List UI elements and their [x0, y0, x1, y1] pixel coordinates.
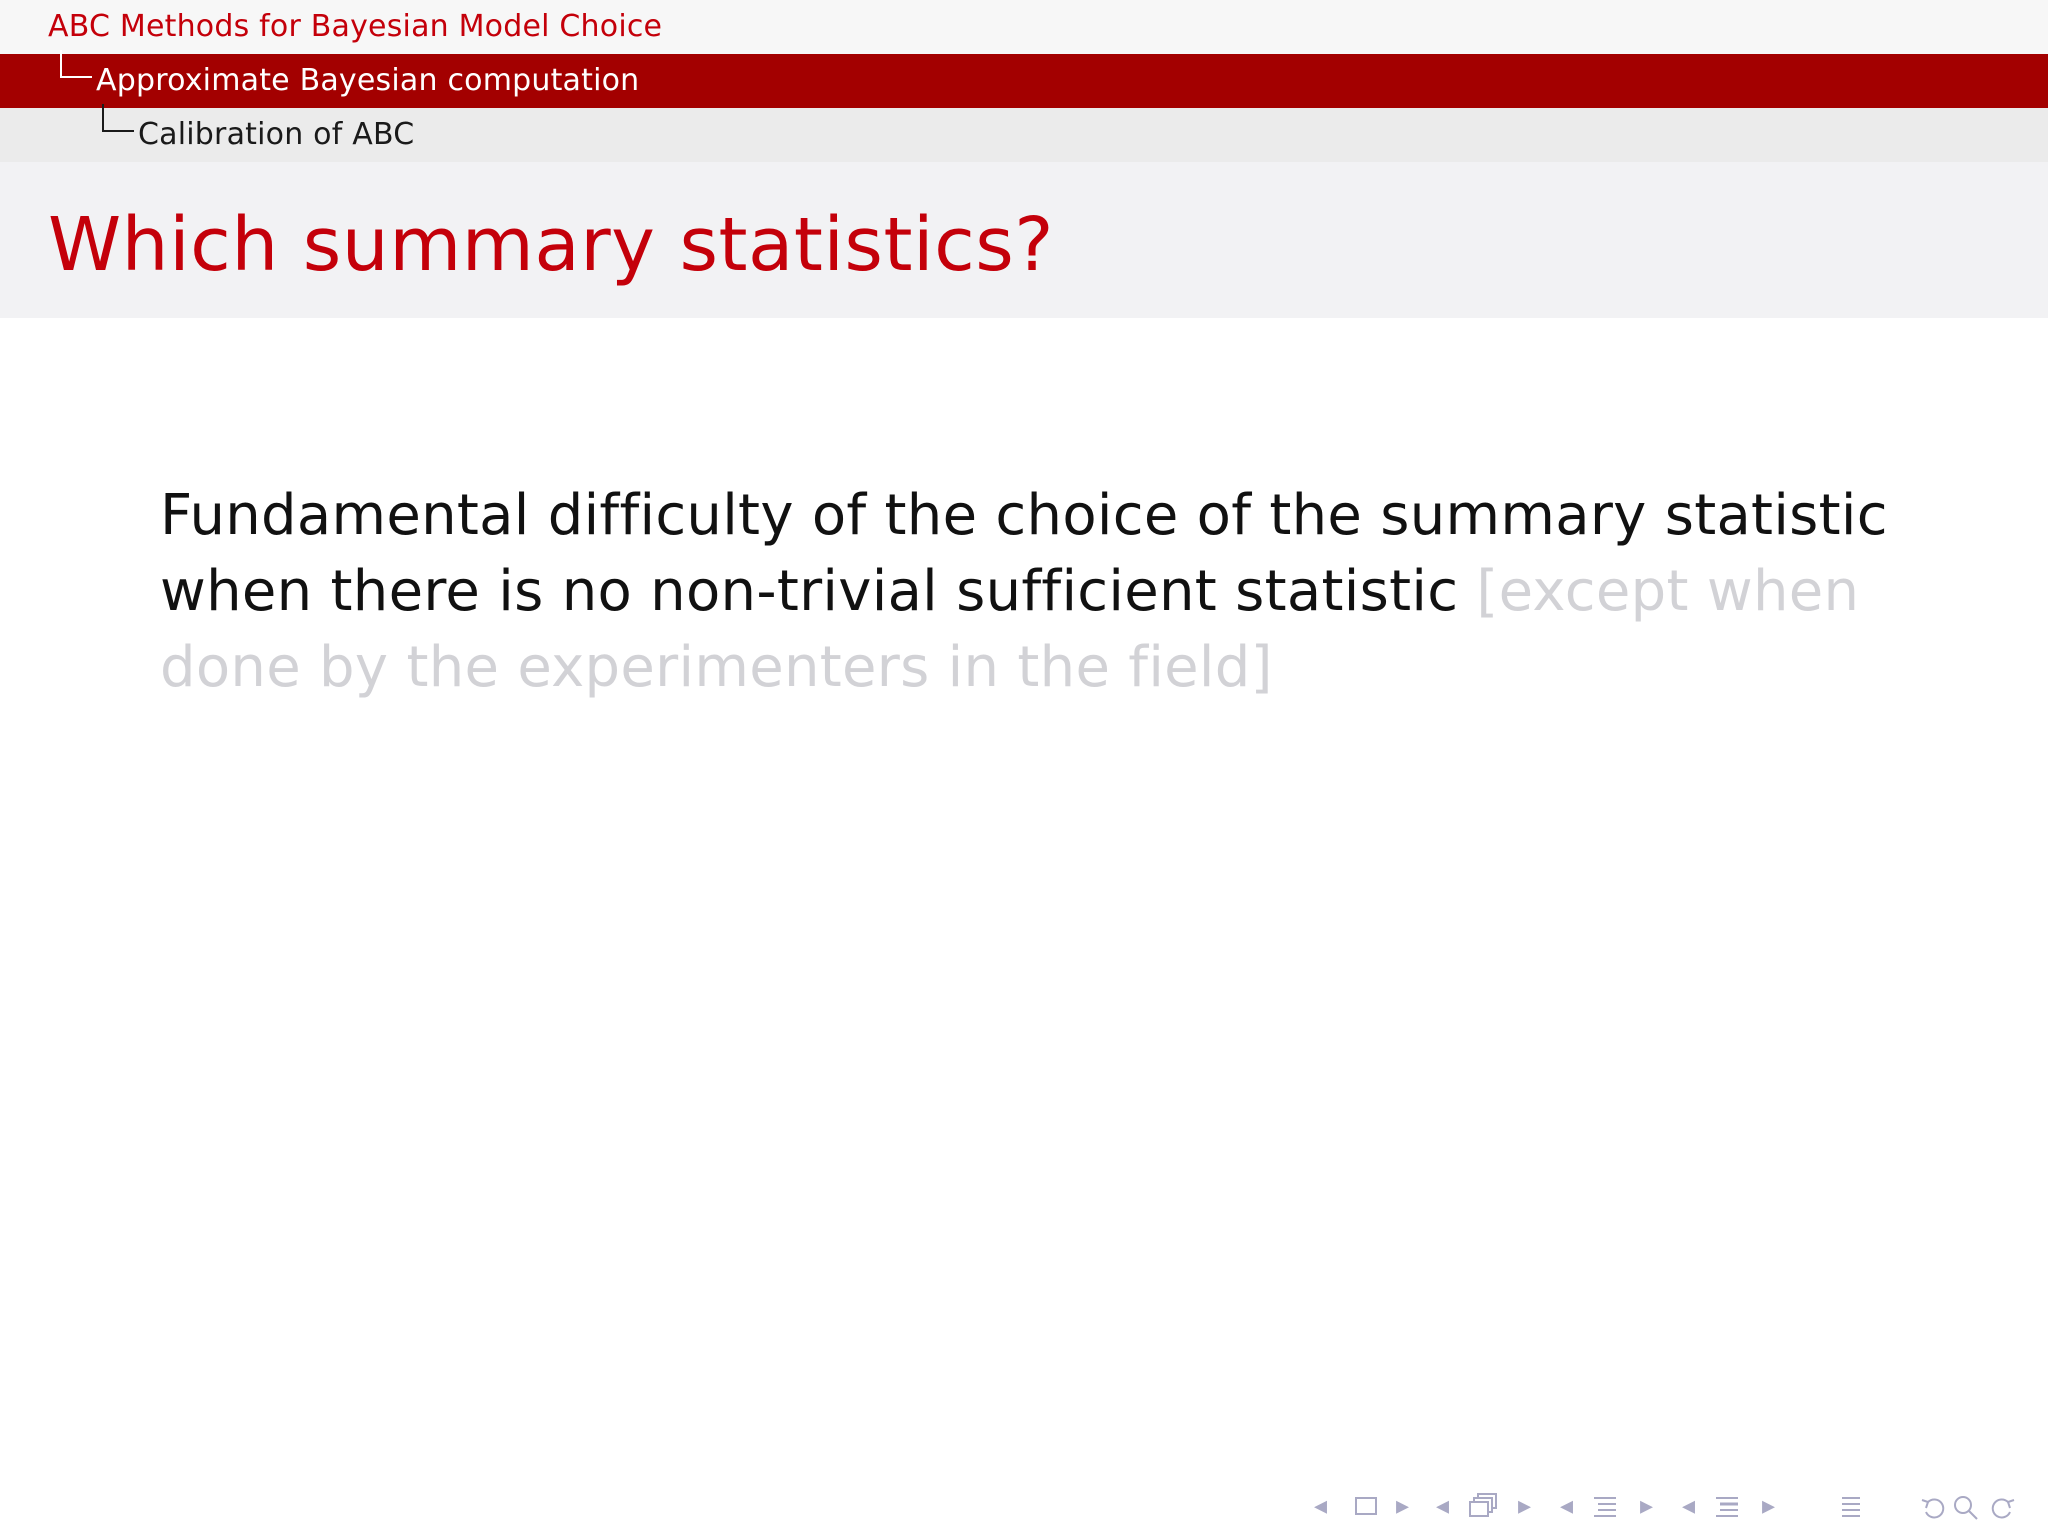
arrow-right-icon[interactable]: ▸ — [1396, 1491, 1410, 1521]
subsubsection-headline-row — [0, 108, 2048, 162]
align-icon[interactable] — [1838, 1494, 1864, 1520]
arrow-right-icon[interactable]: ▸ — [1762, 1491, 1776, 1521]
frame-title-bar — [0, 162, 2048, 318]
frame-icon[interactable] — [1468, 1492, 1500, 1520]
undo-icon[interactable] — [1920, 1494, 1950, 1520]
arrow-right-icon[interactable]: ▸ — [1518, 1491, 1532, 1521]
arrow-left-icon[interactable]: ◂ — [1560, 1491, 1574, 1521]
section-headline-row — [0, 0, 2048, 54]
slide-body-text — [160, 478, 1920, 706]
subsection-title[interactable]: Approximate Bayesian computation — [96, 63, 640, 98]
section-icon[interactable] — [1714, 1494, 1740, 1520]
frame-title: Which summary statistics? — [48, 202, 1055, 288]
tree-connector-icon — [102, 104, 134, 132]
aside-remark: [except when done by the experimenters in the field] — [160, 559, 1860, 700]
beamer-navigation-bar — [1310, 1488, 2040, 1528]
tree-connector-icon — [60, 50, 92, 78]
arrow-left-icon[interactable]: ◂ — [1436, 1491, 1450, 1521]
arrow-left-icon[interactable]: ◂ — [1314, 1491, 1328, 1521]
subsection-icon[interactable] — [1592, 1494, 1618, 1520]
arrow-left-icon[interactable]: ◂ — [1682, 1491, 1696, 1521]
subsection-headline-row — [0, 54, 2048, 108]
slide-icon[interactable] — [1354, 1496, 1378, 1516]
arrow-right-icon[interactable]: ▸ — [1640, 1491, 1654, 1521]
redo-icon[interactable] — [1986, 1494, 2016, 1520]
main-statement: Fundamental difficulty of the choice of the summary statistic when there is no non-trivial sufficient statistic — [160, 483, 1888, 624]
section-title[interactable]: ABC Methods for Bayesian Model Choice — [48, 9, 663, 44]
search-icon[interactable] — [1952, 1494, 1980, 1522]
subsubsection-title[interactable]: Calibration of ABC — [138, 117, 415, 152]
